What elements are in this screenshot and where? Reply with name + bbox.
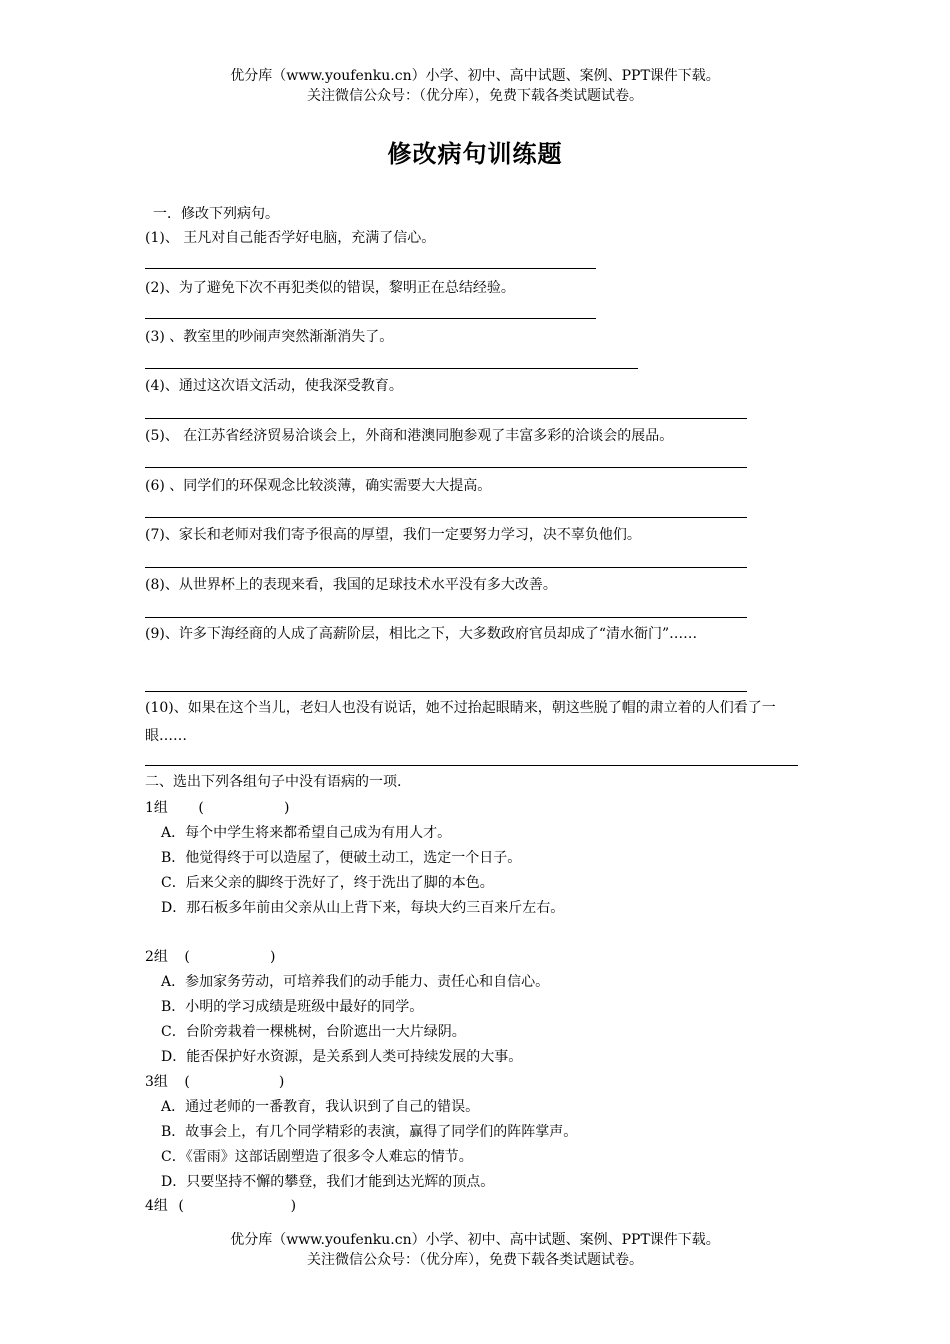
footer-line-2: 关注微信公众号：（优分库），免费下载各类试题试卷。 bbox=[307, 1252, 643, 1268]
answer-line-9[interactable] bbox=[145, 691, 747, 692]
header-line-2: 关注微信公众号：（优分库），免费下载各类试题试卷。 bbox=[307, 88, 643, 104]
page-footer bbox=[0, 1230, 950, 1270]
answer-blank[interactable]: ( ) bbox=[184, 949, 276, 965]
answer-line-6[interactable] bbox=[145, 517, 747, 518]
header-line-1: 优分库（www.youfenku.cn）小学、初中、高中试题、案例、PPT课件下载。 bbox=[230, 68, 720, 84]
answer-line-4[interactable] bbox=[145, 418, 747, 419]
sentence-5: (5)、 在江苏省经济贸易洽谈会上，外商和港澳同胞参观了丰富多彩的洽谈会的展品。 bbox=[145, 428, 674, 444]
section-2-heading: 二、选出下列各组句子中没有语病的一项. bbox=[145, 774, 402, 790]
group-label: 1组 bbox=[145, 800, 168, 816]
group-1-option-b: B．他觉得终于可以造屋了，便破土动工，选定一个日子。 bbox=[161, 850, 522, 866]
sentence-6: (6) 、同学们的环保观念比较淡薄，确实需要大大提高。 bbox=[145, 478, 492, 494]
group-1-label bbox=[145, 798, 289, 818]
answer-blank[interactable]: ( ) bbox=[178, 1198, 297, 1214]
sentence-4: (4)、通过这次语文活动，使我深受教育。 bbox=[145, 378, 403, 394]
sentence-3: (3) 、教室里的吵闹声突然渐渐消失了。 bbox=[145, 329, 394, 345]
group-label: 3组 bbox=[145, 1074, 168, 1090]
group-4-label bbox=[145, 1196, 296, 1216]
group-2-option-b: B．小明的学习成绩是班级中最好的同学。 bbox=[161, 999, 424, 1015]
answer-blank[interactable]: ( ) bbox=[198, 800, 290, 816]
group-2-option-c: C．台阶旁栽着一棵桃树，台阶遮出一大片绿阴。 bbox=[161, 1024, 466, 1040]
sentence-8: (8)、从世界杯上的表现来看，我国的足球技术水平没有多大改善。 bbox=[145, 577, 557, 593]
group-3-label bbox=[145, 1072, 284, 1092]
page-title: 修改病句训练题 bbox=[387, 139, 563, 168]
group-3-option-c: C．《雷雨》这部话剧塑造了很多令人难忘的情节。 bbox=[161, 1149, 473, 1165]
answer-line-3[interactable] bbox=[145, 368, 638, 369]
answer-line-1[interactable] bbox=[145, 268, 596, 269]
answer-line-7[interactable] bbox=[145, 567, 747, 568]
group-3-option-a: A．通过老师的一番教育，我认识到了自己的错误。 bbox=[161, 1099, 480, 1115]
group-label: 4组 bbox=[145, 1198, 168, 1214]
group-3-option-b: B．故事会上，有几个同学精彩的表演，赢得了同学们的阵阵掌声。 bbox=[161, 1124, 578, 1140]
page-header bbox=[0, 66, 950, 106]
group-label: 2组 bbox=[145, 949, 168, 965]
group-3-option-d: D．只要坚持不懈的攀登，我们才能到达光辉的顶点。 bbox=[161, 1174, 495, 1190]
answer-line-10[interactable] bbox=[145, 765, 798, 766]
sentence-10: (10)、如果在这个当儿，老妇人也没有说话，她不过抬起眼睛来，朝这些脱了帽的肃立着的人们看了一眼…… bbox=[145, 700, 776, 744]
group-2-option-a: A．参加家务劳动，可培养我们的动手能力、责任心和自信心。 bbox=[161, 974, 550, 990]
sentence-9: (9)、许多下海经商的人成了高薪阶层，相比之下，大多数政府官员却成了“清水衙门”…… bbox=[145, 626, 698, 642]
answer-line-5[interactable] bbox=[145, 467, 747, 468]
group-2-label bbox=[145, 947, 275, 967]
sentence-1: (1)、 王凡对自己能否学好电脑，充满了信心。 bbox=[145, 230, 436, 246]
section-1-heading: 一．修改下列病句。 bbox=[153, 206, 279, 222]
answer-line-2[interactable] bbox=[145, 318, 596, 319]
group-2-option-d: D．能否保护好水资源，是关系到人类可持续发展的大事。 bbox=[161, 1049, 523, 1065]
group-1-option-d: D．那石板多年前由父亲从山上背下来，每块大约三百来斤左右。 bbox=[161, 900, 565, 916]
answer-blank[interactable]: ( ) bbox=[184, 1074, 285, 1090]
group-1-option-c: C．后来父亲的脚终于洗好了，终于洗出了脚的本色。 bbox=[161, 875, 494, 891]
sentence-2: (2)、为了避免下次不再犯类似的错误，黎明正在总结经验。 bbox=[145, 280, 515, 296]
sentence-7: (7)、家长和老师对我们寄予很高的厚望，我们一定要努力学习，决不辜负他们。 bbox=[145, 527, 641, 543]
footer-line-1: 优分库（www.youfenku.cn）小学、初中、高中试题、案例、PPT课件下载。 bbox=[230, 1232, 720, 1248]
answer-line-8[interactable] bbox=[145, 617, 747, 618]
group-1-option-a: A．每个中学生将来都希望自己成为有用人才。 bbox=[161, 825, 452, 841]
